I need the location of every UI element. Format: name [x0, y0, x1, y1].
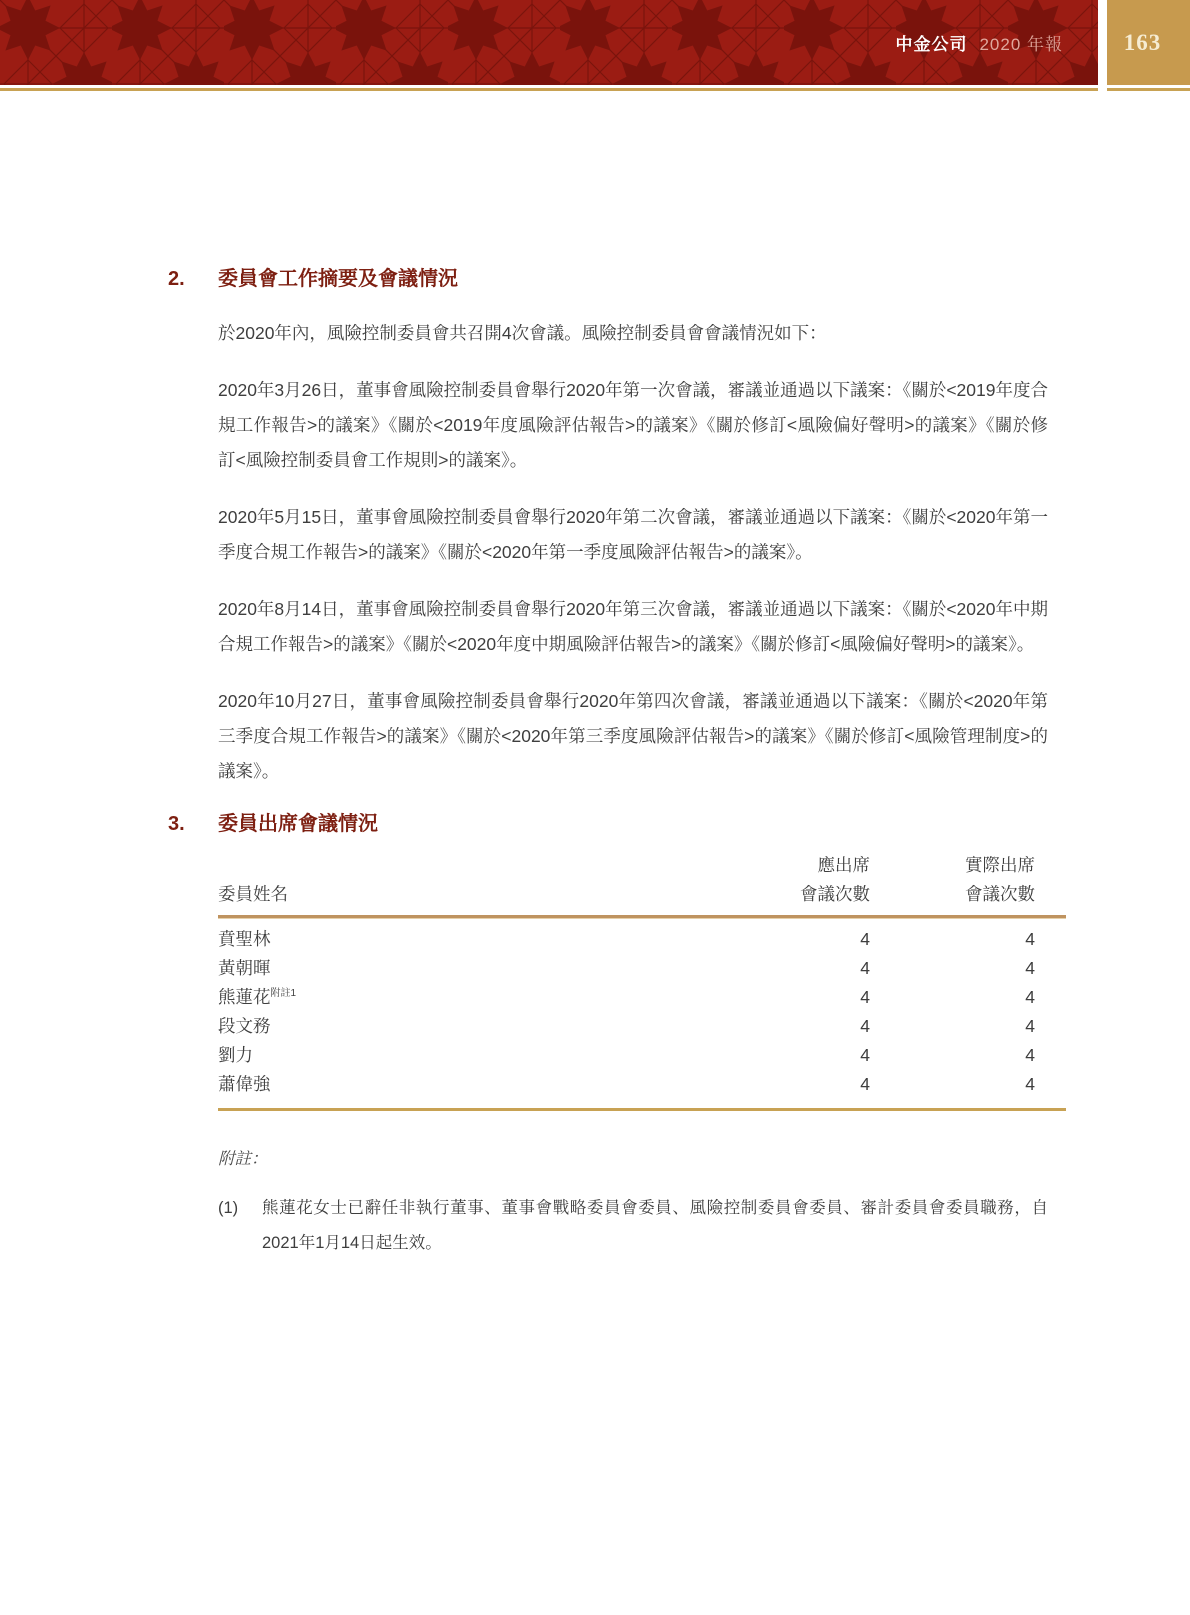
section-3-number: 3.: [168, 813, 185, 835]
member-name: 熊蓮花: [218, 987, 271, 1007]
required-count: 4: [860, 987, 870, 1007]
table-row: [218, 925, 1066, 954]
actual-count: 4: [1025, 1016, 1035, 1036]
column-header-name: 委員姓名: [218, 884, 288, 904]
page-number-badge: 163: [1107, 0, 1190, 85]
meeting-paragraph-3: 2020年8月14日，董事會風險控制委員會舉行2020年第三次會議，審議並通過以下議案：《關於<2020年中期合規工作報告>的議案》《關於<2020年度中期風險評估報告>的議案》《關於修訂<風險偏好聲明>的議案》。: [218, 599, 1048, 654]
section-2-number: 2.: [168, 268, 185, 290]
table-row: [218, 1070, 1066, 1099]
table-row: [218, 954, 1066, 983]
member-name: 段文務: [218, 1016, 271, 1036]
note-item: [218, 1191, 1066, 1261]
report-edition: 2020 年報: [979, 35, 1063, 54]
actual-count: 4: [1025, 987, 1035, 1007]
attendance-table-body: [218, 918, 1066, 1111]
actual-count: 4: [1025, 958, 1035, 978]
meeting-paragraph-2: 2020年5月15日，董事會風險控制委員會舉行2020年第二次會議，審議並通過以下議案：《關於<2020年第一季度合規工作報告>的議案》《關於<2020年第一季度風險評估報告>的議案》。: [218, 507, 1048, 562]
table-row: [218, 1041, 1066, 1070]
member-name: 黃朝暉: [218, 958, 271, 978]
required-count: 4: [860, 929, 870, 949]
note-marker: (1): [218, 1199, 239, 1217]
section-2-intro: 於2020年內，風險控制委員會共召開4次會議。風險控制委員會會議情況如下：: [218, 323, 827, 343]
table-row: [218, 983, 1066, 1012]
column-header-actual: 實際出席 會議次數: [965, 855, 1035, 904]
section-2-title: 委員會工作摘要及會議情況: [218, 268, 458, 290]
section-3-heading: [168, 811, 1066, 837]
member-name: 蕭偉強: [218, 1074, 271, 1094]
notes-label: 附註：: [218, 1150, 268, 1168]
meeting-paragraph-4: 2020年10月27日，董事會風險控制委員會舉行2020年第四次會議，審議並通過以下議案：《關於<2020年第三季度合規工作報告>的議案》《關於<2020年第三季度風險評估報告>的議案》《關於修訂<風險管理制度>的議案》。: [218, 691, 1048, 781]
required-count: 4: [860, 1016, 870, 1036]
required-count: 4: [860, 1045, 870, 1065]
table-row: [218, 1012, 1066, 1041]
required-count: 4: [860, 1074, 870, 1094]
attendance-table-header: [218, 851, 1066, 918]
note-text: 熊蓮花女士已辭任非執行董事、董事會戰略委員會委員、風險控制委員會委員、審計委員會委員職務，自2021年1月14日起生效。: [262, 1199, 1048, 1252]
member-name: 賁聖林: [218, 929, 271, 949]
note-reference: 附註1: [270, 988, 297, 1000]
actual-count: 4: [1025, 1074, 1035, 1094]
column-header-required: 應出席 會議次數: [800, 855, 870, 904]
actual-count: 4: [1025, 1045, 1035, 1065]
section-3-title: 委員出席會議情況: [218, 813, 378, 835]
required-count: 4: [860, 958, 870, 978]
actual-count: 4: [1025, 929, 1035, 949]
company-name: 中金公司: [895, 35, 968, 54]
member-name: 劉力: [218, 1045, 253, 1065]
attendance-table: [218, 851, 1066, 1111]
section-2-heading: [168, 266, 1066, 292]
notes-section: [168, 1145, 1066, 1261]
meeting-paragraph-1: 2020年3月26日，董事會風險控制委員會舉行2020年第一次會議，審議並通過以下議案：《關於<2019年度合規工作報告>的議案》《關於<2019年度風險評估報告>的議案》《關於修訂<風險偏好聲明>的議案》《關於修訂<風險控制委員會工作規則>的議案》。: [218, 380, 1048, 470]
